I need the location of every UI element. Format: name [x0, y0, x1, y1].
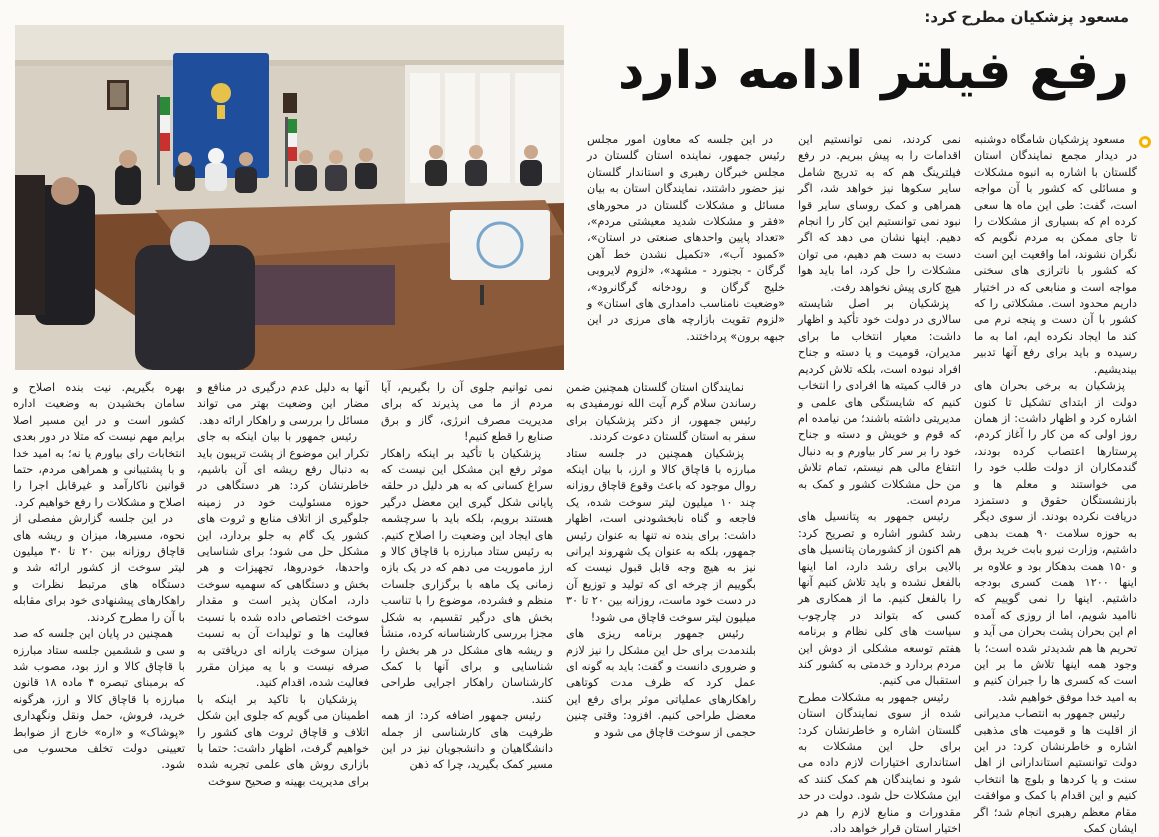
paragraph: رئیس جمهور به مشکلات مطرح شده از سوی نمایندگان استان گلستان اشاره و خاطرنشان کرد: برای حل این مشکلات به استانداری اختیارات لازم داده می شود و نمایندگان هم کمک کنند که این مشکلات حل شود. دولت در حد مقدورات و منابع لازم را هم در اختیار استان قرار خواهد داد.: [798, 690, 961, 836]
paragraph: آنها به دلیل عدم درگیری در منافع و مضار این وضعیت بهتر می تواند مسائل را بررسی و راهکار ارائه دهد.: [197, 381, 369, 427]
headline-kicker: مسعود پزشکیان مطرح کرد:: [924, 8, 1129, 26]
page-headline: رفع فیلتر ادامه دارد: [617, 41, 1129, 101]
article-column-6: [13, 380, 185, 772]
paragraph: رئیس جمهور به پتانسیل های رشد کشور اشاره و تصریح کرد: هم اکنون از کشورمان پتانسیل های بالایی برای رشد دارد، اما اینها بالفعل نشده و باید تلاش کنیم آنها را بالفعل کنیم. ما از همکاری هر کسی که بتواند در چارچوب سیاست های کلی نظام و برنامه هفتم توسعه مشکلی از دوش این مردم بردارد و خدمتی به کشور کند استقبال می کنیم.: [798, 510, 961, 688]
paragraph: رئیس جمهور برنامه ریزی های بلندمدت برای حل این مشکل را نیز لازم و ضروری دانست و گفت: باید به گونه ای عمل کرد که ظرف مدت کوتاهی راهکارهای عملیاتی موثر برای رفع این معضل طراحی کنیم. افزود: وقتی چنین حجمی از سوخت قاچاق می شود و: [566, 627, 756, 739]
paragraph: رئیس جمهور اضافه کرد: از همه ظرفیت های کارشناسی از جمله دانشگاهیان و دانشجویان نیز در این مسیر کمک بگیرید، چرا که ذهن: [381, 709, 553, 772]
paragraph: پزشکیان همچنین در جلسه ستاد مبارزه با قاچاق کالا و ارز، با بیان اینکه روال موجود که باعث وقوع قاچاق روزانه چند ۱۰ میلیون لیتر سوخت شده، یک فاجعه و گناه نابخشودنی است، اظهار داشت: برای بنده نه تنها به عنوان رئیس جمهور، بلکه به عنوان یک شهروند ایرانی نیز به هیچ وجه قابل قبول نیست که بگوییم از چرخه ای که تولید و توزیع آن در دست خود ماست، روزانه بین ۲۰ تا ۳۰ میلیون لیتر سوخت قاچاق می شود!: [566, 446, 756, 624]
bullet-icon: [1139, 136, 1151, 148]
paragraph: پزشکیان به برخی بحران های دولت از ابتدای تشکیل تا کنون اشاره کرد و اظهار داشت: از همان روز اولی که من کار را آغاز کردم، پرستارها اعتصاب کرده بودند، گندمکاران از دولت طلب خود را می خواستند و معلم ها و بازنشستگان حقوق و دستمزد دریافت نکرده بودند. از سوی دیگر به حوزه سلامت ۹۰ همت بدهی داشتیم، وزارت نیرو بابت خرید برق و ۱۵۰ همت بدهکار بود و علاوه بر اینها ۱۲۰۰ همت کسری بودجه داشتیم. اینها را نمی گوییم که ناامید شویم، اما از روزی که آمده ام این بحران پشت بحران می آید و تحریم ها هم شدیدتر شده است؛ با وجود همه اینها تلاش ما بر این است که کسری ها را جبران کنیم و به امید خدا موفق خواهیم شد.: [974, 379, 1137, 704]
paragraph: مسعود پزشکیان شامگاه دوشنبه در دیدار مجمع نمایندگان استان گلستان با اشاره به انبوه مشکلات و مسائلی که کشور با آن مواجه است، گفت: طی این ماه ها سعی کرده ام که بسیاری از مشکلات را تا جای ممکن به مردم نگویم که نگران نشوند، اما واقعیت این است که کشور با ناترازی های سخنی مواجه است و منابعی که در اختیار داریم محدود است. مشکلاتی را که کشور با آن دست و پنجه نرم می کند ما ایجاد نکرده ایم، اما به ما رسیده و باید برای رفع آنها تدبیر بیندیشیم.: [974, 133, 1137, 376]
meeting-photo: [15, 25, 564, 370]
paragraph: پزشکیان با تاکید بر اینکه با اطمینان می گویم که جلوی این شکل اتلاف و قاچاق ثروت های کشور را خواهیم گرفت، اظهار داشت: حتما با بازاری روش های علمی تجربه شده برای مدیریت بهینه و صحیح سوخت: [197, 692, 369, 788]
article-column-5: [197, 380, 369, 788]
article-column-3-top: [587, 132, 785, 372]
paragraph: رئیس جمهور با بیان اینکه به جای تکرار این موضوع از پشت تریبون باید به دنبال رفع ریشه ای آن باشیم، خاطرنشان کرد: هر دستگاهی در حوزه مسئولیت خود در زمینه جلوگیری از اتلاف منابع و ثروت های کشور یک گام به جلو بردارد، این مشکل حل می شود؛ برای شناسایی واحدها، خودروها، تجهیزات و هر بخش و دستگاهی که سهمیه سوخت دارد، امکان پذیر است و مقدار سوخت اختصاص داده شده با نسبت فعالیت ها و تولیدات آن به نسبت میزان سوخت یارانه ای دریافتی به صرفه نیست و با یه میزان مقرر فعالیت شده، اقدام کنید.: [197, 430, 369, 690]
paragraph: پزشکیان بر اصل شایسته سالاری در دولت خود تأکید و اظهار داشت: معیار انتخاب ما برای مدیران، قومیت و یا دسته و جناح افراد نبوده است، بلکه تلاش کردیم در قالب کمیته ها افرادی را انتخاب کنیم که شایستگی های علمی و مدیریتی داشته باشند؛ من نیامده ام که قوم و خویش و دسته و جناح خود را بر سر کار بیاورم و به دنبال انتفاع مالی هم نیستم، تمام تلاش من حل مشکلات کشور و کمک به مردم است.: [798, 297, 961, 507]
article-column-1: [974, 132, 1137, 836]
paragraph: نمی کردند، نمی توانستیم این اقدامات را به پیش ببریم. در رفع فیلترینگ هم که به تدریج شامل سایر سکوها نیز خواهد شد، اگر همراهی و کمک روسای سایر قوا نبود نمی توانستیم این کار را انجام دهیم. اینها نشان می دهد که اگر دست به دست هم دهیم، می توان مشکلات را حل کرد، اما باید هوا هیچ کاری پیش نخواهد رفت.: [798, 133, 961, 294]
article-column-3-bottom: [566, 380, 756, 744]
article-column-4: [381, 380, 553, 772]
paragraph: نمایندگان استان گلستان همچنین ضمن رساندن سلام گرم آیت الله نورمفیدی به رئیس جمهور، از دکتر پزشکیان برای سفر به استان گلستان دعوت کردند.: [566, 381, 756, 444]
paragraph: بهره بگیریم. نیت بنده اصلاح و سامان بخشیدن به وضعیت اداره کشور است و در این مسیر اصلا برایم مهم نیست که متلا در دور بعدی انتخابات رای بیاورم یا نه؛ به امید خدا و با پشتیبانی و همراهی مردم، حتما قوانین ناکارآمد و غیرقابل اجرا را اصلاح و مشکلات را رفع خواهیم کرد.: [13, 381, 185, 509]
paragraph: نمی توانیم جلوی آن را بگیریم، آیا مردم از ما می پذیرند که برای مدیریت مصرف انرژی، گاز و برق صنایع را قطع کنیم!: [381, 381, 553, 444]
paragraph: پزشکیان با تأکید بر اینکه راهکار موثر رفع این مشکل این نیست که سراغ کسانی که به هر دلیل در حلقه پایانی شکل گیری این معضل درگیر هستند برویم، بلکه باید با سرچشمه های ایجاد این وضعیت را اصلاح کنیم. به رئیس ستاد مبارزه با قاچاق کالا و ارز ماموریت می دهم که در یک بازه زمانی یک ماهه با برگزاری جلسات منظم و فشرده، موضوع را با تناسب بخش های درگیر تقسیم، به شکل مجزا بررسی کارشناسانه کرده، منشأ و ریشه های مشکل در هر بخش را شناسایی و برای آنها با کمک کارشناسان راهکار اجرایی طراحی کنند.: [381, 446, 553, 706]
paragraph: همچنین در پایان این جلسه که صد و سی و ششمین جلسه ستاد مبارزه با قاچاق کالا و ارز بود، مصوب شد که برمبنای تبصره ۴ ماده ۱۸ قانون مبارزه با قاچاق کالا و ارز، هرگونه خرید، فروش، حمل ونقل ونگهداری «پوشاک» و «اره» خارج از ضوابط تعیینی دولت تخلف محسوب می شود.: [13, 627, 185, 772]
paragraph: در این جلسه که معاون امور مجلس رئیس جمهور، نماینده استان گلستان در مجلس خبرگان رهبری و استاندار گلستان نیز حضور داشتند، نمایندگان استان به بیان مسائل و مشکلات گلستان در محورهای «فقر و مشکلات شدید معیشتی مردم»، «تعداد پایین واحدهای صنعتی در استان»، «کمبود آب»، «تکمیل نشدن خط آهن گرگان - بجنورد - مشهد»، «لزوم لایروبی خلیج گرگان و رودخانه گرگانرود»، «وضعیت نامناسب دامداری های استان» و «لزوم تقویت بازارچه های مرزی در این جبهه برون» پرداختند.: [587, 133, 785, 343]
article-column-2: [798, 132, 961, 836]
paragraph: رئیس جمهور به انتصاب مدیرانی از اقلیت ها و قومیت های مذهبی اشاره و خاطرنشان کرد: در این دولت توانستیم استاندارانی از اهل سنت و یا کردها و بلوچ ها انتخاب کنیم و این اقدام با کمک و موافقت مقام معظم رهبری انجام شد؛ اگر ایشان کمک: [974, 707, 1137, 836]
cabinet-meeting-image: [15, 25, 564, 370]
paragraph: در این جلسه گزارش مفصلی از نحوه، مسیرها، میزان و ریشه های قاچاق روزانه بین ۲۰ تا ۳۰ میلیون لیتر سوخت از کشور ارائه شد و دستگاه های مرتبط نظرات و راهکارهای پیشنهادی خود برای مقابله با آن را مطرح کردند.: [13, 512, 185, 624]
